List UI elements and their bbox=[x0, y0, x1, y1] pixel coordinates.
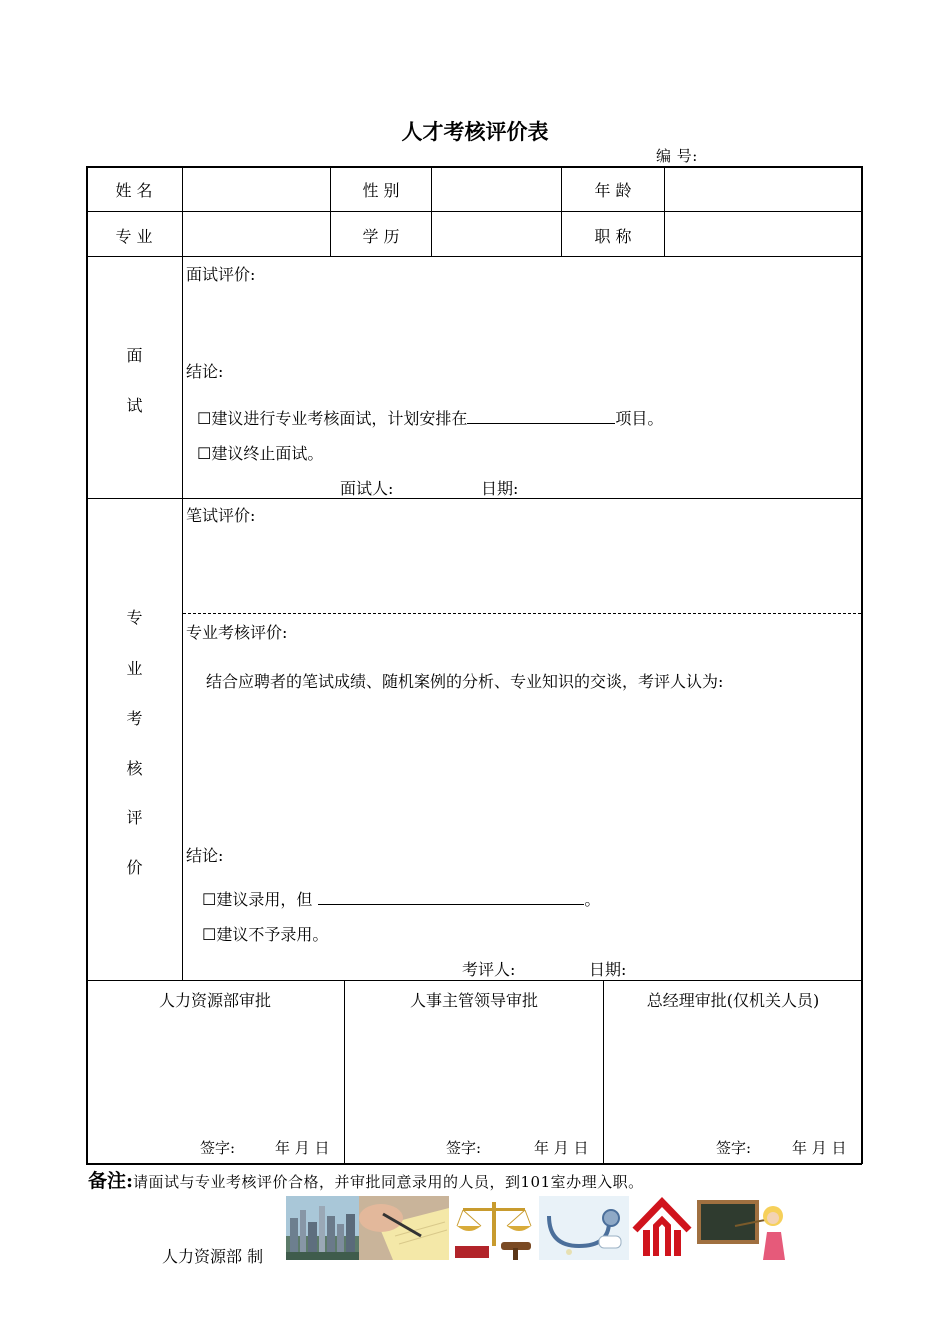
writing-hand-image bbox=[359, 1196, 449, 1260]
age-field[interactable] bbox=[665, 167, 861, 211]
job-title-label: 职 称 bbox=[594, 227, 632, 246]
pro-date-label: 日期: bbox=[589, 960, 627, 979]
interview-side-label-1: 面 bbox=[126, 346, 143, 365]
pro-side-label-4: 核 bbox=[126, 759, 143, 778]
education-label: 学 历 bbox=[362, 227, 400, 246]
personnel-sign-label: 签字: bbox=[446, 1139, 482, 1157]
interview-date-label: 日期: bbox=[481, 479, 519, 498]
job-title-field[interactable] bbox=[665, 212, 861, 256]
hr-approval-field[interactable] bbox=[88, 1012, 342, 1130]
pro-side-label-1: 专 bbox=[126, 608, 143, 627]
gender-field[interactable] bbox=[432, 167, 561, 211]
interview-option-continue[interactable] bbox=[197, 406, 663, 429]
interview-conclusion-label: 结论: bbox=[186, 362, 224, 381]
city-skyline-image bbox=[286, 1196, 359, 1260]
pro-side-label-2: 业 bbox=[126, 659, 143, 678]
gender-label: 性 别 bbox=[362, 181, 400, 200]
interviewer-label: 面试人: bbox=[340, 479, 394, 498]
page-title: 人才考核评价表 bbox=[401, 119, 549, 144]
footer-maker: 人力资源部 制 bbox=[162, 1247, 264, 1266]
personnel-approval-field[interactable] bbox=[347, 1012, 601, 1130]
evaluator-label: 考评人: bbox=[462, 960, 516, 979]
age-label: 年 龄 bbox=[594, 181, 632, 200]
major-label: 专 业 bbox=[115, 227, 153, 246]
pro-eval-field[interactable] bbox=[186, 695, 856, 835]
name-field[interactable] bbox=[183, 167, 330, 211]
interview-side-label-2: 试 bbox=[126, 396, 143, 415]
personnel-approval-label: 人事主管领导审批 bbox=[409, 991, 538, 1010]
personnel-date-label: 年 月 日 bbox=[534, 1139, 589, 1157]
pro-option-hire-text: ☐建议录用，但 bbox=[202, 890, 313, 909]
pro-eval-label: 专业考核评价: bbox=[186, 623, 288, 642]
pro-conclusion-label: 结论: bbox=[186, 846, 224, 865]
hire-condition-blank[interactable] bbox=[318, 888, 584, 905]
pro-eval-text: 结合应聘者的笔试成绩、随机案例的分析、专业知识的交谈，考评人认为: bbox=[206, 672, 724, 691]
education-field[interactable] bbox=[432, 212, 561, 256]
teacher-blackboard-image bbox=[695, 1196, 788, 1260]
pro-side-label-6: 价 bbox=[126, 858, 143, 877]
serial-number-label: 编 号: bbox=[656, 147, 698, 165]
interview-eval-field[interactable] bbox=[186, 285, 856, 355]
interview-project-blank[interactable] bbox=[467, 407, 615, 424]
pro-side-label-3: 考 bbox=[126, 709, 143, 728]
pro-side-label-5: 评 bbox=[126, 808, 143, 827]
pro-option-hire-suffix: 。 bbox=[584, 890, 601, 909]
major-field[interactable] bbox=[183, 212, 330, 256]
hr-sign-label: 签字: bbox=[200, 1139, 236, 1157]
gm-approval-label: 总经理审批(仅机关人员) bbox=[646, 991, 820, 1010]
stethoscope-image bbox=[539, 1196, 629, 1260]
pro-option-reject[interactable]: ☐建议不予录用。 bbox=[202, 925, 329, 944]
interview-option-terminate[interactable]: ☐建议终止面试。 bbox=[197, 444, 324, 463]
pro-option-hire[interactable] bbox=[202, 887, 600, 910]
gm-approval-field[interactable] bbox=[606, 1012, 860, 1130]
gm-date-label: 年 月 日 bbox=[792, 1139, 847, 1157]
remark bbox=[88, 1166, 644, 1193]
interview-eval-label: 面试评价: bbox=[186, 265, 256, 284]
scales-of-justice-image bbox=[449, 1196, 539, 1260]
interview-option-continue-suffix: 项目。 bbox=[615, 409, 664, 428]
written-eval-field[interactable] bbox=[186, 527, 856, 609]
remark-text: 请面试与专业考核评价合格，并审批同意录用的人员，到101室办理入职。 bbox=[133, 1173, 644, 1191]
dashed-separator bbox=[183, 613, 861, 614]
written-eval-label: 笔试评价: bbox=[186, 506, 256, 525]
red-logo-image bbox=[629, 1196, 695, 1260]
name-label: 姓 名 bbox=[115, 181, 153, 200]
remark-label: 备注: bbox=[88, 1170, 134, 1192]
hr-date-label: 年 月 日 bbox=[275, 1139, 330, 1157]
gm-sign-label: 签字: bbox=[716, 1139, 752, 1157]
interview-option-continue-text: ☐建议进行专业考核面试，计划安排在 bbox=[197, 409, 468, 428]
hr-approval-label: 人力资源部审批 bbox=[158, 991, 271, 1010]
